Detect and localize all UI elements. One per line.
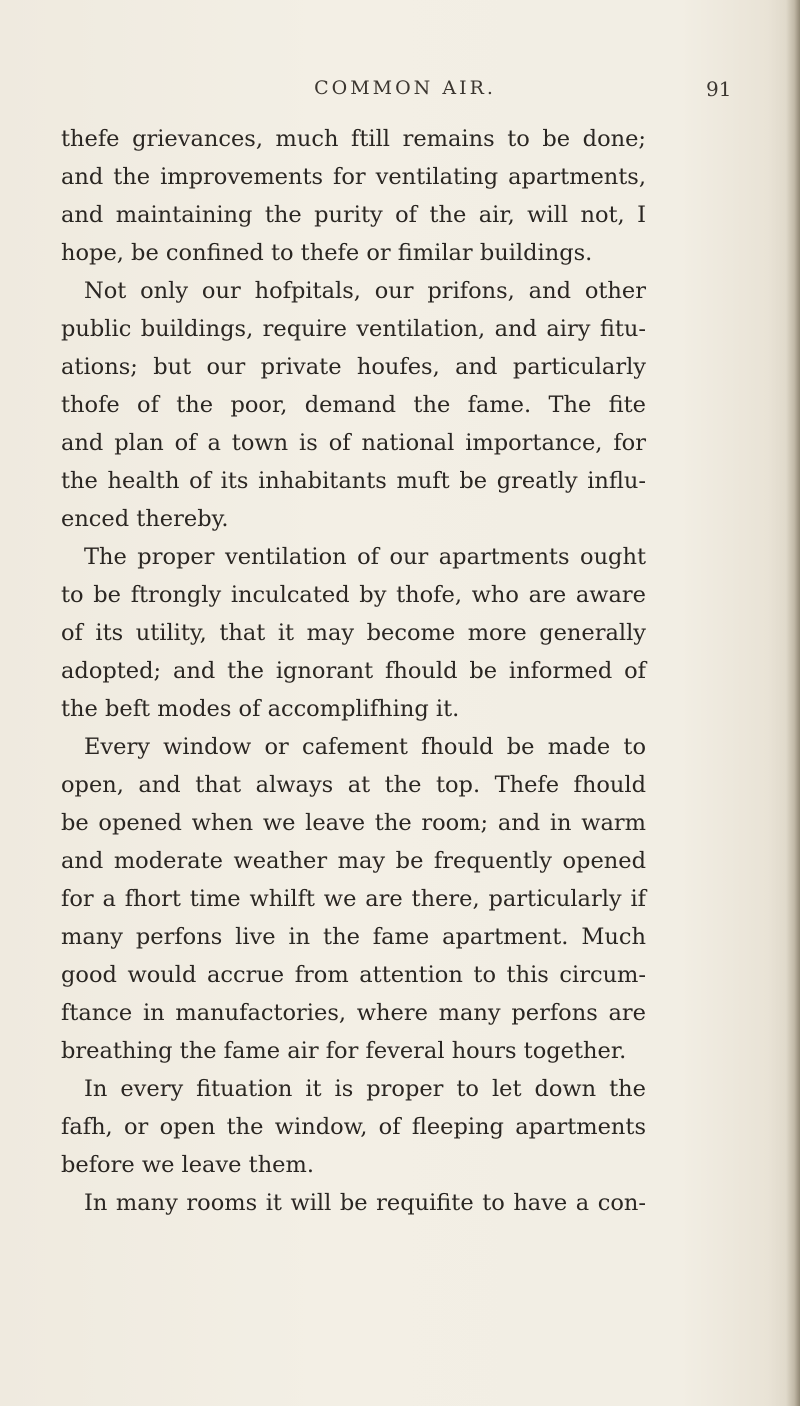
page-number: 91: [706, 77, 732, 101]
text-line: the health of its inhabitants muft be greatly influ-: [61, 468, 646, 494]
text-line: thefe grievances, much ftill remains to be done;: [61, 126, 646, 152]
text-line: hope, be confined to thefe or fimilar buildings.: [61, 240, 593, 266]
text-line: fafh, or open the window, of fleeping apartments: [61, 1114, 646, 1140]
page-edge-shadow: [786, 0, 800, 1406]
text-line: and the improvements for ventilating apartments,: [61, 164, 646, 190]
text-line: and moderate weather may be frequently opened: [61, 848, 646, 874]
text-line: public buildings, require ventilation, and airy fitu-: [61, 316, 646, 342]
text-line: thofe of the poor, demand the fame. The fite: [61, 392, 646, 418]
text-line: open, and that always at the top. Thefe fhould: [61, 772, 646, 798]
text-line: before we leave them.: [61, 1152, 314, 1178]
body-text: [61, 120, 646, 1222]
page-header: [0, 77, 800, 107]
text-line: of its utility, that it may become more generally: [61, 620, 646, 646]
text-line: In many rooms it will be requifite to have a con-: [84, 1190, 646, 1216]
text-line: be opened when we leave the room; and in warm: [61, 810, 646, 836]
text-line: many perfons live in the fame apartment. Much: [61, 924, 646, 950]
text-line: In every fituation it is proper to let down the: [84, 1076, 646, 1102]
text-line: for a fhort time whilft we are there, particularly if: [61, 886, 646, 912]
text-line: Every window or cafement fhould be made to: [84, 734, 646, 760]
text-line: adopted; and the ignorant fhould be informed of: [61, 658, 646, 684]
text-line: good would accrue from attention to this circum-: [61, 962, 646, 988]
text-line: and plan of a town is of national importance, for: [61, 430, 646, 456]
text-line: to be ftrongly inculcated by thofe, who are aware: [61, 582, 646, 608]
text-line: the beft modes of accomplifhing it.: [61, 696, 460, 722]
text-line: enced thereby.: [61, 506, 229, 532]
text-line: and maintaining the purity of the air, will not, I: [61, 202, 646, 228]
text-line: The proper ventilation of our apartments ought: [84, 544, 646, 570]
text-line: ftance in manufactories, where many perfons are: [61, 1000, 646, 1026]
running-head: COMMON AIR.: [314, 77, 496, 99]
text-line: ations; but our private houfes, and particularly: [61, 354, 646, 380]
text-line: Not only our hofpitals, our prifons, and other: [84, 278, 646, 304]
text-line: breathing the fame air for feveral hours together.: [61, 1038, 627, 1064]
